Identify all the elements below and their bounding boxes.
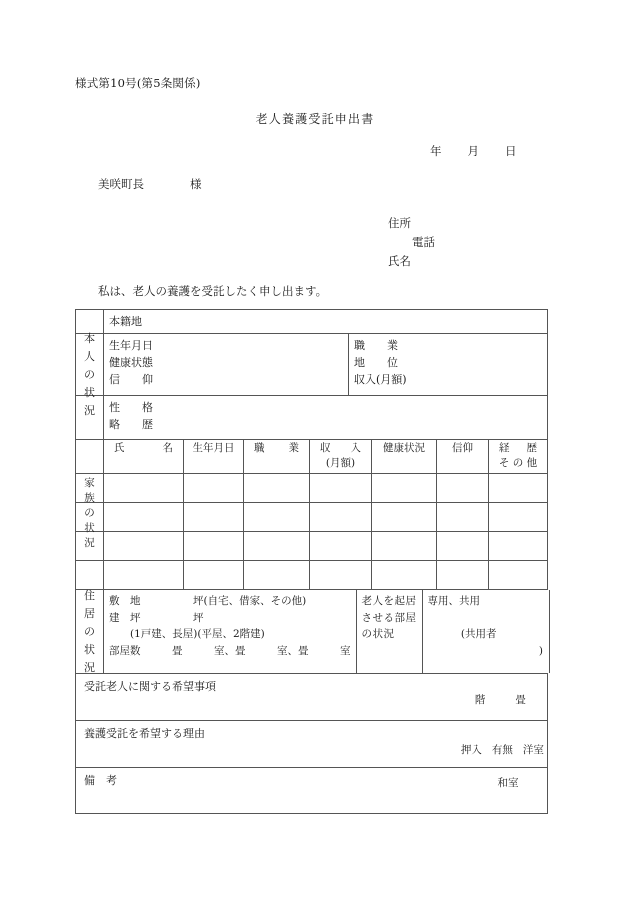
family-col-income-b: 入	[350, 442, 361, 454]
side-label-spacer	[76, 532, 104, 560]
family-table-cell[interactable]	[244, 532, 310, 560]
application-statement: 私は、老人の養護を受託したく申し出ます。	[98, 284, 328, 298]
family-table-cell[interactable]	[104, 503, 184, 531]
family-table-cell[interactable]	[372, 503, 437, 531]
side-label-spacer	[76, 334, 104, 395]
family-col-header-religion: 信仰	[437, 440, 489, 473]
family-col-income-a: 収	[320, 442, 331, 454]
form-number: 様式第10号(第5条関係)	[75, 76, 201, 90]
side-label-spacer	[76, 396, 104, 439]
family-table-cell[interactable]	[437, 561, 489, 589]
side-label-spacer	[76, 503, 104, 531]
family-table-row[interactable]	[76, 561, 548, 590]
elderly-room-label: 老人を起居させる部屋の状況	[361, 595, 417, 640]
date-month-label: 月	[467, 144, 479, 158]
side-label-char: の	[84, 368, 95, 382]
housing-rooms-line: 部屋数 畳 室、畳 室、畳 室	[109, 644, 351, 657]
elderly-room-detail-cell	[423, 590, 550, 789]
addressee-name: 美咲町長	[98, 177, 144, 191]
addressee	[98, 176, 202, 192]
family-table-cell[interactable]	[104, 561, 184, 589]
family-table-row[interactable]	[76, 532, 548, 561]
family-col-name-b: 名	[162, 442, 173, 454]
table-row	[76, 396, 548, 440]
remarks-label: 備 考	[84, 774, 117, 787]
family-table-cell[interactable]	[184, 561, 244, 589]
date-day-label: 日	[505, 144, 517, 158]
registered-domicile-cell	[104, 310, 548, 333]
family-col-hist-b: 歴	[526, 442, 537, 454]
closet-label: 押入	[460, 743, 482, 756]
family-table-cell[interactable]	[104, 532, 184, 560]
housing-site-line: 敷 地 坪(自宅、借家、その他)	[109, 595, 307, 607]
date-year-label: 年	[430, 144, 442, 158]
family-col-occ-b: 業	[288, 442, 299, 454]
side-label-char: 況	[84, 660, 95, 674]
person-right-cell	[349, 334, 548, 395]
shared-user-label: (共用者	[460, 628, 497, 640]
family-col-income-c: (月額)	[325, 457, 356, 469]
housing-floor-line: 建 坪 坪	[109, 611, 204, 624]
family-table-cell[interactable]	[244, 474, 310, 502]
wishes-label: 受託老人に関する希望事項	[84, 680, 216, 693]
applicant-phone-label: 電話	[412, 235, 435, 249]
side-label-char: 居	[84, 607, 95, 621]
family-table-cell[interactable]	[310, 532, 372, 560]
housing-type-line: (1戸建、長屋)(平屋、2階建)	[109, 628, 265, 640]
family-table-cell[interactable]	[372, 561, 437, 589]
side-label-char: 本	[84, 332, 95, 346]
side-label-spacer	[76, 310, 104, 333]
tatami-unit-label: 畳	[515, 694, 526, 706]
elderly-room-label-cell	[357, 590, 423, 673]
brief-history-label: 略 歴	[109, 418, 153, 431]
applicant-address-label: 住所	[388, 216, 411, 230]
addressee-honorific: 様	[190, 177, 202, 191]
family-col-header-health: 健康状況	[372, 440, 437, 473]
side-label-char: 家	[84, 477, 95, 489]
family-table-cell[interactable]	[437, 474, 489, 502]
closet-line	[428, 725, 544, 775]
western-room-label: 洋室	[522, 743, 544, 756]
family-table-cell[interactable]	[489, 503, 548, 531]
person-traits-cell	[104, 396, 548, 439]
family-table-cell[interactable]	[437, 532, 489, 560]
health-status-label: 健康状態	[109, 356, 153, 369]
occupation-label: 職 業	[354, 339, 398, 352]
date-line	[430, 143, 517, 159]
applicant-name-label: 氏名	[388, 254, 411, 268]
family-col-hist-a: 経	[499, 442, 510, 454]
family-table-cell[interactable]	[310, 474, 372, 502]
family-col-occ-a: 職	[254, 442, 265, 454]
family-table-cell[interactable]	[489, 532, 548, 560]
floor-unit-label: 階	[474, 694, 486, 706]
side-label-char: 況	[84, 403, 95, 417]
side-label-char: 状	[84, 385, 95, 399]
applicant-block	[388, 214, 435, 271]
person-left-cell	[104, 334, 349, 395]
family-table-cell[interactable]	[184, 474, 244, 502]
side-label-char: の	[84, 625, 95, 639]
side-label-char: 人	[84, 350, 95, 364]
family-col-header-occupation	[244, 440, 310, 473]
family-col-header-name	[104, 440, 184, 473]
family-table-cell[interactable]	[104, 474, 184, 502]
personality-label: 性 格	[109, 401, 153, 414]
family-rows-container	[76, 474, 548, 590]
side-label-char: 状	[84, 642, 95, 656]
form-table	[75, 309, 548, 814]
family-table-row[interactable]	[76, 474, 548, 503]
family-table-row[interactable]	[76, 503, 548, 532]
family-table-cell[interactable]	[372, 474, 437, 502]
position-label: 地 位	[354, 356, 398, 369]
side-label-char: 状	[84, 522, 95, 534]
side-label-char: 況	[84, 537, 95, 549]
family-table-cell[interactable]	[184, 532, 244, 560]
family-col-name-a: 氏	[114, 442, 125, 454]
family-col-hist-c: そ の 他	[498, 457, 538, 469]
side-label-char: の	[84, 507, 95, 519]
family-col-header-income	[310, 440, 372, 473]
family-table-cell[interactable]	[244, 503, 310, 531]
family-col-header-birthdate: 生年月日	[184, 440, 244, 473]
table-row	[76, 440, 548, 549]
table-row	[76, 334, 548, 396]
family-col-header-history	[489, 440, 548, 473]
side-label-char: 族	[84, 492, 95, 504]
side-label-spacer	[76, 474, 104, 502]
side-label-spacer	[76, 561, 104, 589]
family-table-cell[interactable]	[372, 532, 437, 560]
registered-domicile-label: 本籍地	[109, 315, 142, 328]
religion-label: 信 仰	[109, 373, 153, 386]
family-table-cell[interactable]	[489, 561, 548, 589]
family-table-cell[interactable]	[489, 474, 548, 502]
family-table-cell[interactable]	[437, 503, 489, 531]
document-title: 老人養護受託申出書	[255, 112, 375, 126]
reason-label: 養護受託を希望する理由	[84, 727, 205, 740]
side-label-spacer	[76, 590, 104, 673]
floor-tatami-line	[428, 676, 544, 726]
housing-details-cell	[104, 590, 357, 673]
family-table-cell[interactable]	[184, 503, 244, 531]
shared-user-line	[428, 610, 544, 676]
side-label-char: 住	[84, 589, 95, 603]
closet-presence-label: 有無	[491, 743, 513, 756]
japanese-room-line: 和室	[497, 776, 519, 789]
family-table-cell[interactable]	[310, 503, 372, 531]
income-monthly-label: 収入(月額)	[354, 373, 407, 386]
shared-usage-line: 専用、共用	[427, 595, 480, 607]
side-label-spacer	[76, 440, 104, 473]
family-table-cell[interactable]	[310, 561, 372, 589]
birth-date-label: 生年月日	[109, 339, 153, 352]
shared-user-close: )	[538, 644, 543, 657]
family-table-cell[interactable]	[244, 561, 310, 589]
